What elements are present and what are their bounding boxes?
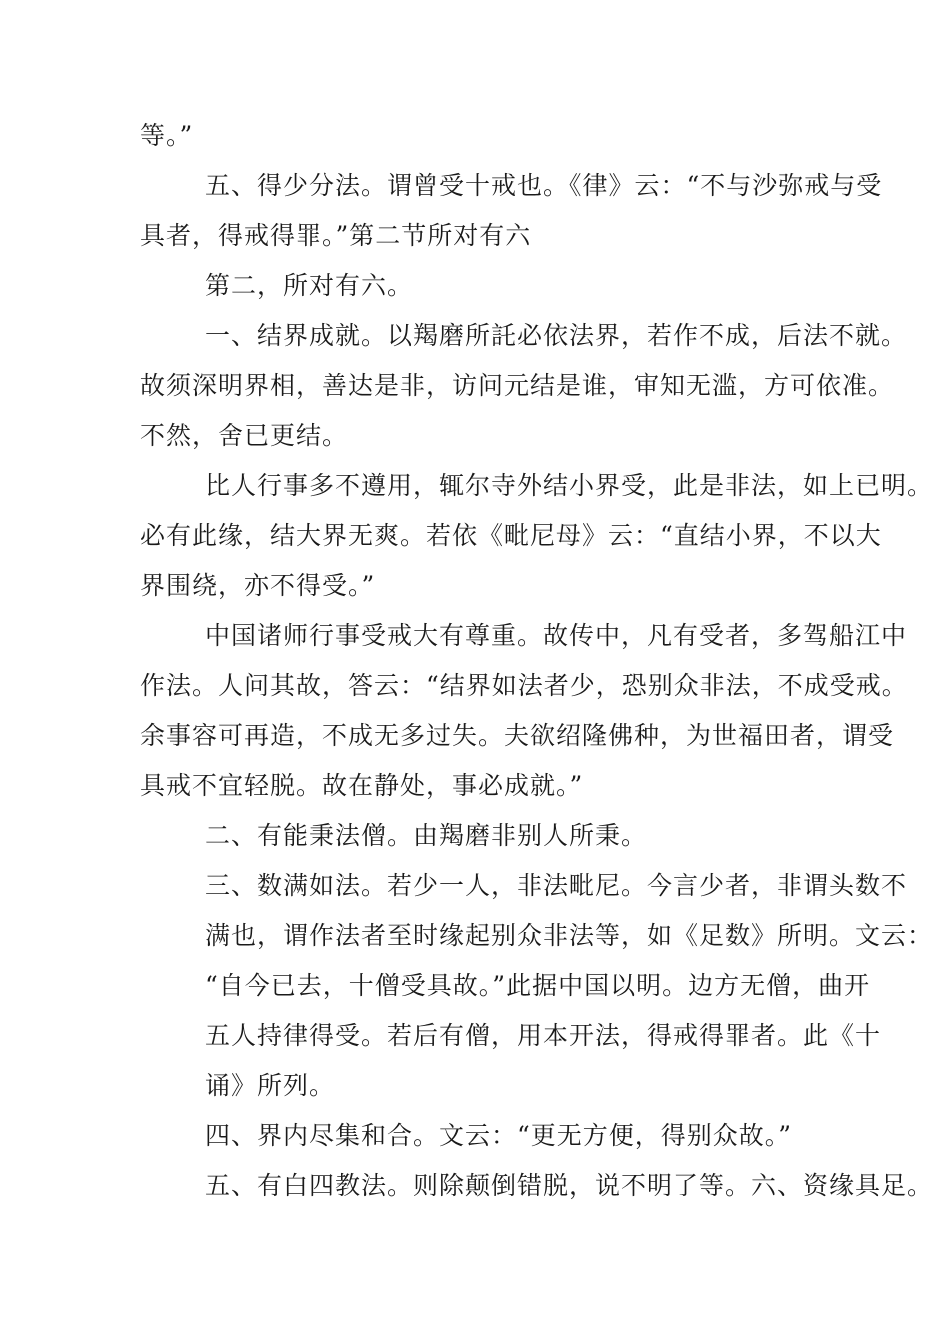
text-line: 具戒不宜轻脱。故在静处，事必成就。” <box>140 771 584 800</box>
text-line: 比人行事多不遵用，辄尔寺外结小界受，此是非法，如上已明。 <box>205 471 934 500</box>
text-line: 必有此缘，结大界无爽。若依《毗尼母》云：“直结小界，不以大 <box>140 521 882 550</box>
text-line: 诵》所列。 <box>205 1071 336 1100</box>
text-line: 三、数满如法。若少一人，非法毗尼。今言少者，非谓头数不 <box>205 871 908 900</box>
text-line: 具者，得戒得罪。”第二节所对有六 <box>140 221 532 250</box>
text-line: 中国诸师行事受戒大有尊重。故传中，凡有受者，多驾船江中 <box>205 621 908 650</box>
text-line: 等。” <box>140 121 194 150</box>
text-line: 满也，谓作法者至时缘起别众非法等，如《足数》所明。文云： <box>205 921 934 950</box>
text-line: 作法。人问其故，答云：“结界如法者少，恐别众非法，不成受戒。 <box>140 671 908 700</box>
text-line: 不然，舍已更结。 <box>140 421 349 450</box>
text-line: 第二，所对有六。 <box>205 271 414 300</box>
text-line: 四、界内尽集和合。文云：“更无方便，得别众故。” <box>205 1121 793 1150</box>
text-line: 故须深明界相，善达是非，访问元结是谁，审知无滥，方可依准。 <box>140 371 895 400</box>
text-line: 余事容可再造，不成无多过失。夫欲绍隆佛种，为世福田者，谓受 <box>140 721 895 750</box>
text-line: “自今已去，十僧受具故。”此据中国以明。边方无僧，曲开 <box>205 971 871 1000</box>
text-line: 二、有能秉法僧。由羯磨非别人所秉。 <box>205 821 648 850</box>
text-line: 界围绕，亦不得受。” <box>140 571 376 600</box>
text-line: 五、有白四教法。则除颠倒错脱，说不明了等。六、资缘具足。 <box>205 1171 934 1200</box>
text-line: 五、得少分法。谓曾受十戒也。《律》云：“不与沙弥戒与受 <box>205 171 883 200</box>
text-line: 一、结界成就。以羯磨所託必依法界，若作不成，后法不就。 <box>205 321 908 350</box>
text-line: 五人持律得受。若后有僧，用本开法，得戒得罪者。此《十 <box>205 1021 882 1050</box>
